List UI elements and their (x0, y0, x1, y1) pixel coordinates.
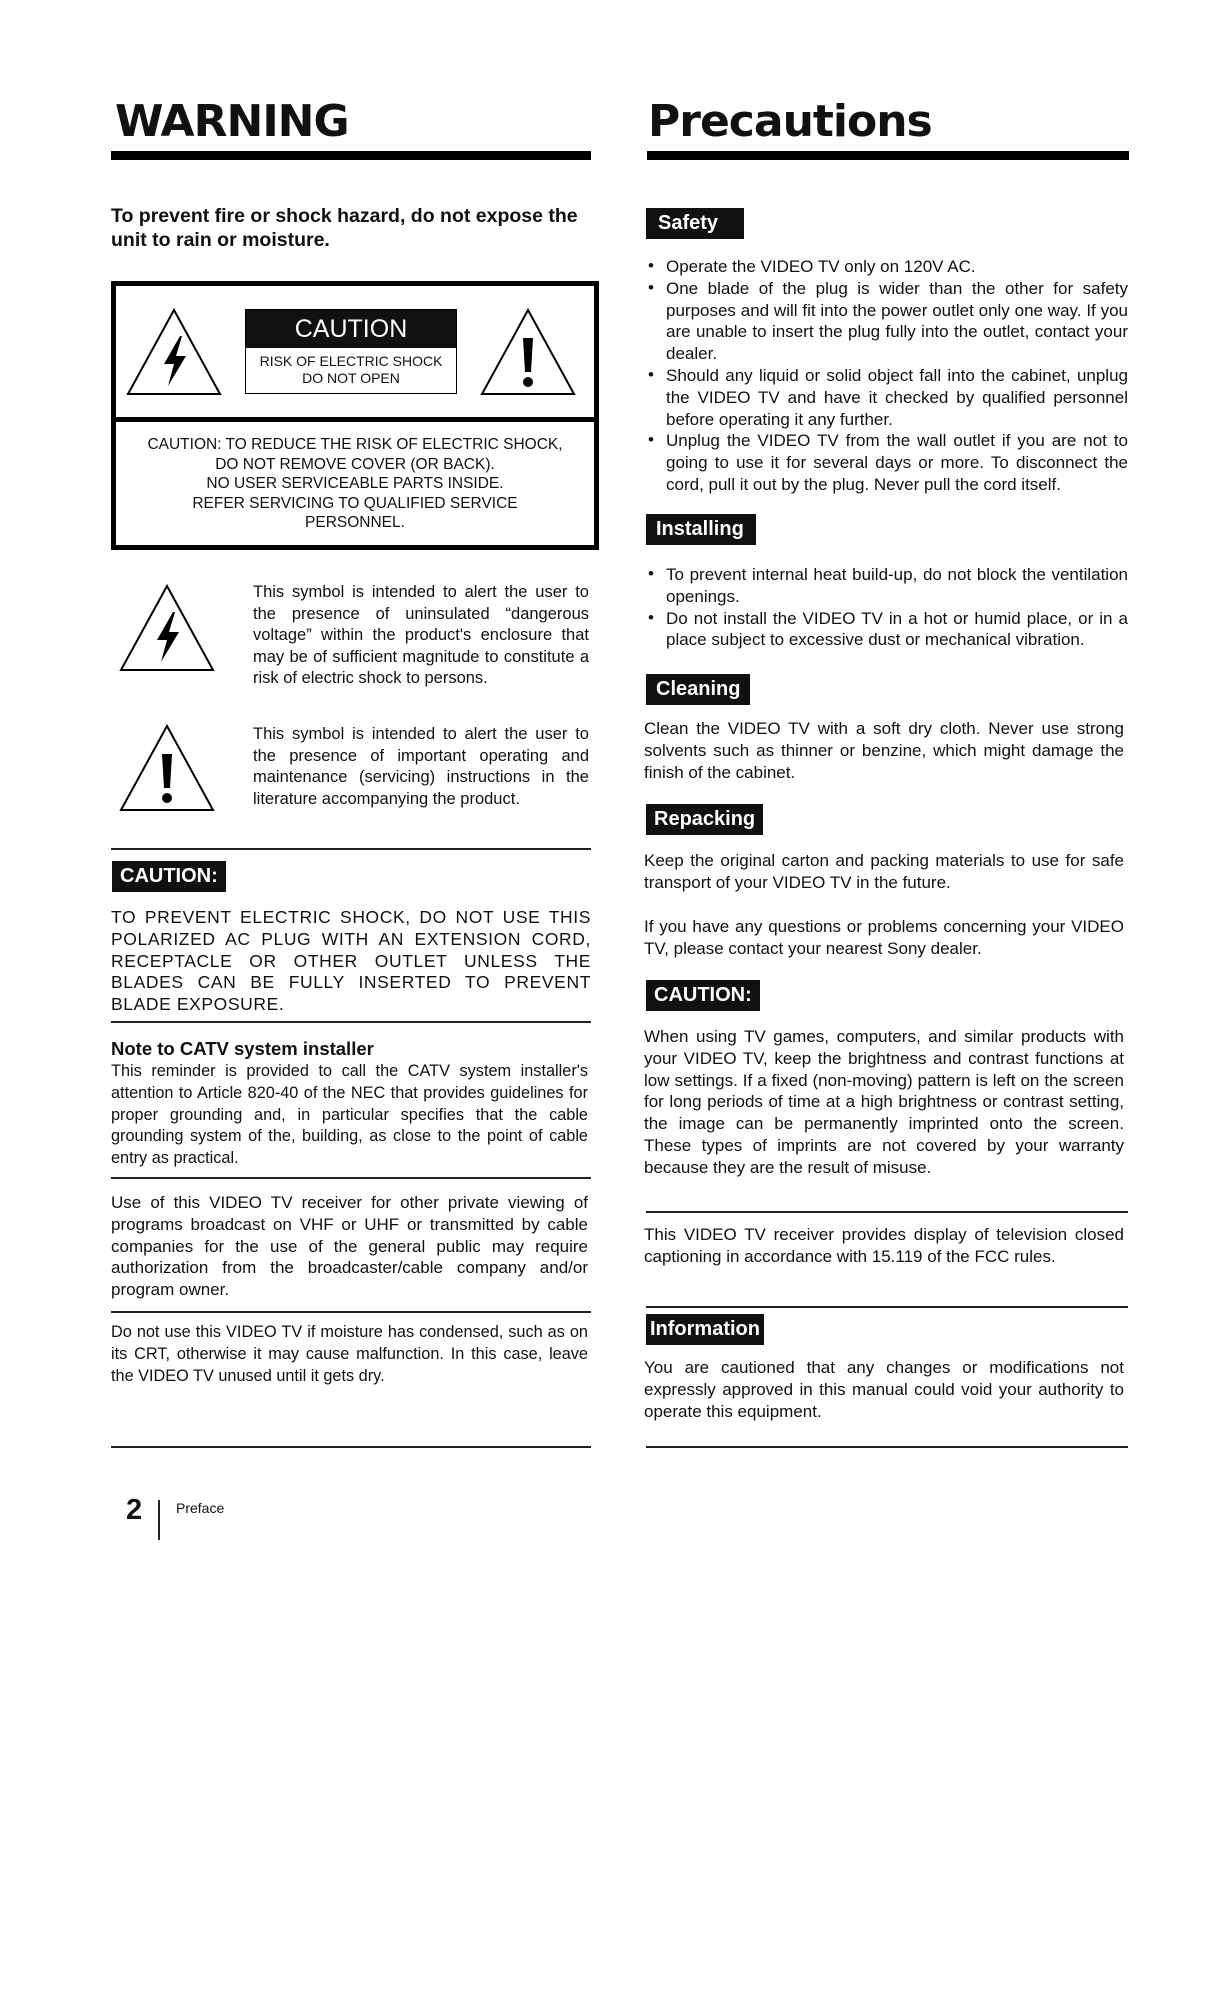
extension-cord-caution: TO PREVENT ELECTRIC SHOCK, DO NOT USE THIS POLARIZED AC PLUG WITH AN EXTENSION CORD, RECEPTACLE OR OTHER OUTLET UNLESS THE BLADES CAN BE FULLY INSERTED TO PREVENT BLADE EXPOSURE. (111, 907, 591, 1015)
installing-item: • To prevent internal heat build-up, do not block the ventilation openings. (648, 564, 1128, 608)
caution-notice-line: DO NOT REMOVE COVER (OR BACK). (215, 455, 495, 473)
safety-label: Safety (646, 208, 744, 239)
cleaning-text: Clean the VIDEO TV with a soft dry cloth. Never use strong solvents such as thinner or benzine, which might damage the finish of the cabinet. (644, 719, 1124, 782)
safety-item: • Unplug the VIDEO TV from the wall outlet if you are not to going to use it for several days or more. To disconnect the cord, pull it out by the plug. Never pull the cord itself. (648, 430, 1128, 495)
page-number: 2 (126, 1494, 143, 1526)
tv-caution-label: CAUTION: (646, 980, 760, 1011)
questions-text: If you have any questions or problems concerning your VIDEO TV, please contact your nearest Sony dealer. (644, 917, 1124, 958)
warning-lead: To prevent fire or shock hazard, do not expose the unit to rain or moisture. (111, 205, 578, 251)
caution-notice-line: CAUTION: TO REDUCE THE RISK OF ELECTRIC SHOCK, (147, 436, 563, 453)
precautions-title-rule (647, 151, 1129, 160)
symbol-lightning-text: This symbol is intended to alert the user to the presence of uninsulated “dangerous voltage” within the product's enclosure that may be of sufficient magnitude to constitute a risk of electric shock to persons. (253, 583, 589, 687)
installing-label: Installing (646, 514, 756, 545)
caution-plate-line1: RISK OF ELECTRIC SHOCK (259, 353, 443, 369)
caution-notice-line: REFER SERVICING TO QUALIFIED SERVICE (192, 494, 518, 512)
safety-item: • One blade of the plug is wider than the other for safety purposes and will fit into the power outlet only one way. If you are unable to insert the plug fully into the outlet, contact your dealer. (648, 278, 1128, 365)
caution-plate-body (246, 348, 456, 393)
page-number-divider (158, 1500, 160, 1540)
cleaning-label: Cleaning (646, 674, 750, 705)
section-name: Preface (176, 1500, 225, 1516)
installing-list (648, 564, 1128, 651)
caution-label: CAUTION: (112, 861, 226, 892)
information-label: Information (646, 1314, 764, 1345)
exclamation-warning-icon (478, 306, 578, 398)
caution-box-notice (116, 422, 594, 545)
safety-item: • Operate the VIDEO TV only on 120V AC. (648, 256, 1128, 278)
caution-label-plate (245, 309, 457, 394)
information-text: You are cautioned that any changes or modifications not expressly approved in this manual could void your authority to operate this equipment. (644, 1358, 1124, 1421)
moisture-text: Do not use this VIDEO TV if moisture has condensed, such as on its CRT, otherwise it may cause malfunction. In this case, leave the VIDEO TV unused until it gets dry. (111, 1323, 588, 1385)
repacking-label: Repacking (646, 804, 763, 835)
caution-notice-line: NO USER SERVICEABLE PARTS INSIDE. (206, 475, 504, 492)
caution-box-top (116, 286, 594, 422)
warning-title-rule (111, 151, 591, 160)
repacking-text: Keep the original carton and packing materials to use for safe transport of your VIDEO TV in the future. (644, 851, 1124, 892)
lightning-symbol-icon (117, 582, 217, 674)
caution-plate-heading: CAUTION (246, 310, 456, 348)
safety-list (648, 256, 1128, 496)
divider (646, 1446, 1128, 1448)
divider (111, 1446, 591, 1448)
caution-notice-line: PERSONNEL. (305, 514, 405, 531)
divider (111, 1177, 591, 1179)
symbol-exclamation-text: This symbol is intended to alert the user to the presence of important operating and maintenance (servicing) instructions in the literature accompanying the product. (253, 725, 589, 808)
divider (111, 1311, 591, 1313)
divider (111, 848, 591, 850)
private-viewing-text: Use of this VIDEO TV receiver for other private viewing of programs broadcast on VHF or UHF or transmitted by cable companies for the use of the general public may require authorization from the broadcaster/cable company and/or program owner. (111, 1193, 588, 1300)
warning-title: WARNING (115, 96, 349, 147)
safety-item: • Should any liquid or solid object fall into the cabinet, unplug the VIDEO TV and have it checked by qualified personnel before operating it any further. (648, 365, 1128, 430)
screen-burn-caution-text: When using TV games, computers, and similar products with your VIDEO TV, keep the brightness and contrast functions at low settings. If a fixed (non-moving) pattern is left on the screen for long periods of time at a high brightness or contrast setting, the image can be permanently imprinted onto the screen. These types of imprints are not covered by your warranty because they are the result of misuse. (644, 1027, 1124, 1177)
caution-box (111, 281, 599, 550)
lightning-warning-icon (124, 306, 224, 398)
closed-captioning-text: This VIDEO TV receiver provides display of television closed captioning in accordance with 15.119 of the FCC rules. (644, 1225, 1124, 1266)
divider (646, 1211, 1128, 1213)
divider (111, 1021, 591, 1023)
exclamation-symbol-icon (117, 722, 217, 814)
divider (646, 1306, 1128, 1308)
catv-text: This reminder is provided to call the CATV system installer's attention to Article 820-40 of the NEC that provides guidelines for proper grounding and, in particular specifies that the cable grounding system of the, building, as close to the point of cable entry as practical. (111, 1062, 588, 1168)
catv-heading: Note to CATV system installer (111, 1038, 374, 1059)
installing-item: • Do not install the VIDEO TV in a hot or humid place, or in a place subject to excessive dust or mechanical vibration. (648, 608, 1128, 652)
precautions-title: Precautions (648, 96, 932, 147)
caution-plate-line2: DO NOT OPEN (302, 370, 400, 386)
